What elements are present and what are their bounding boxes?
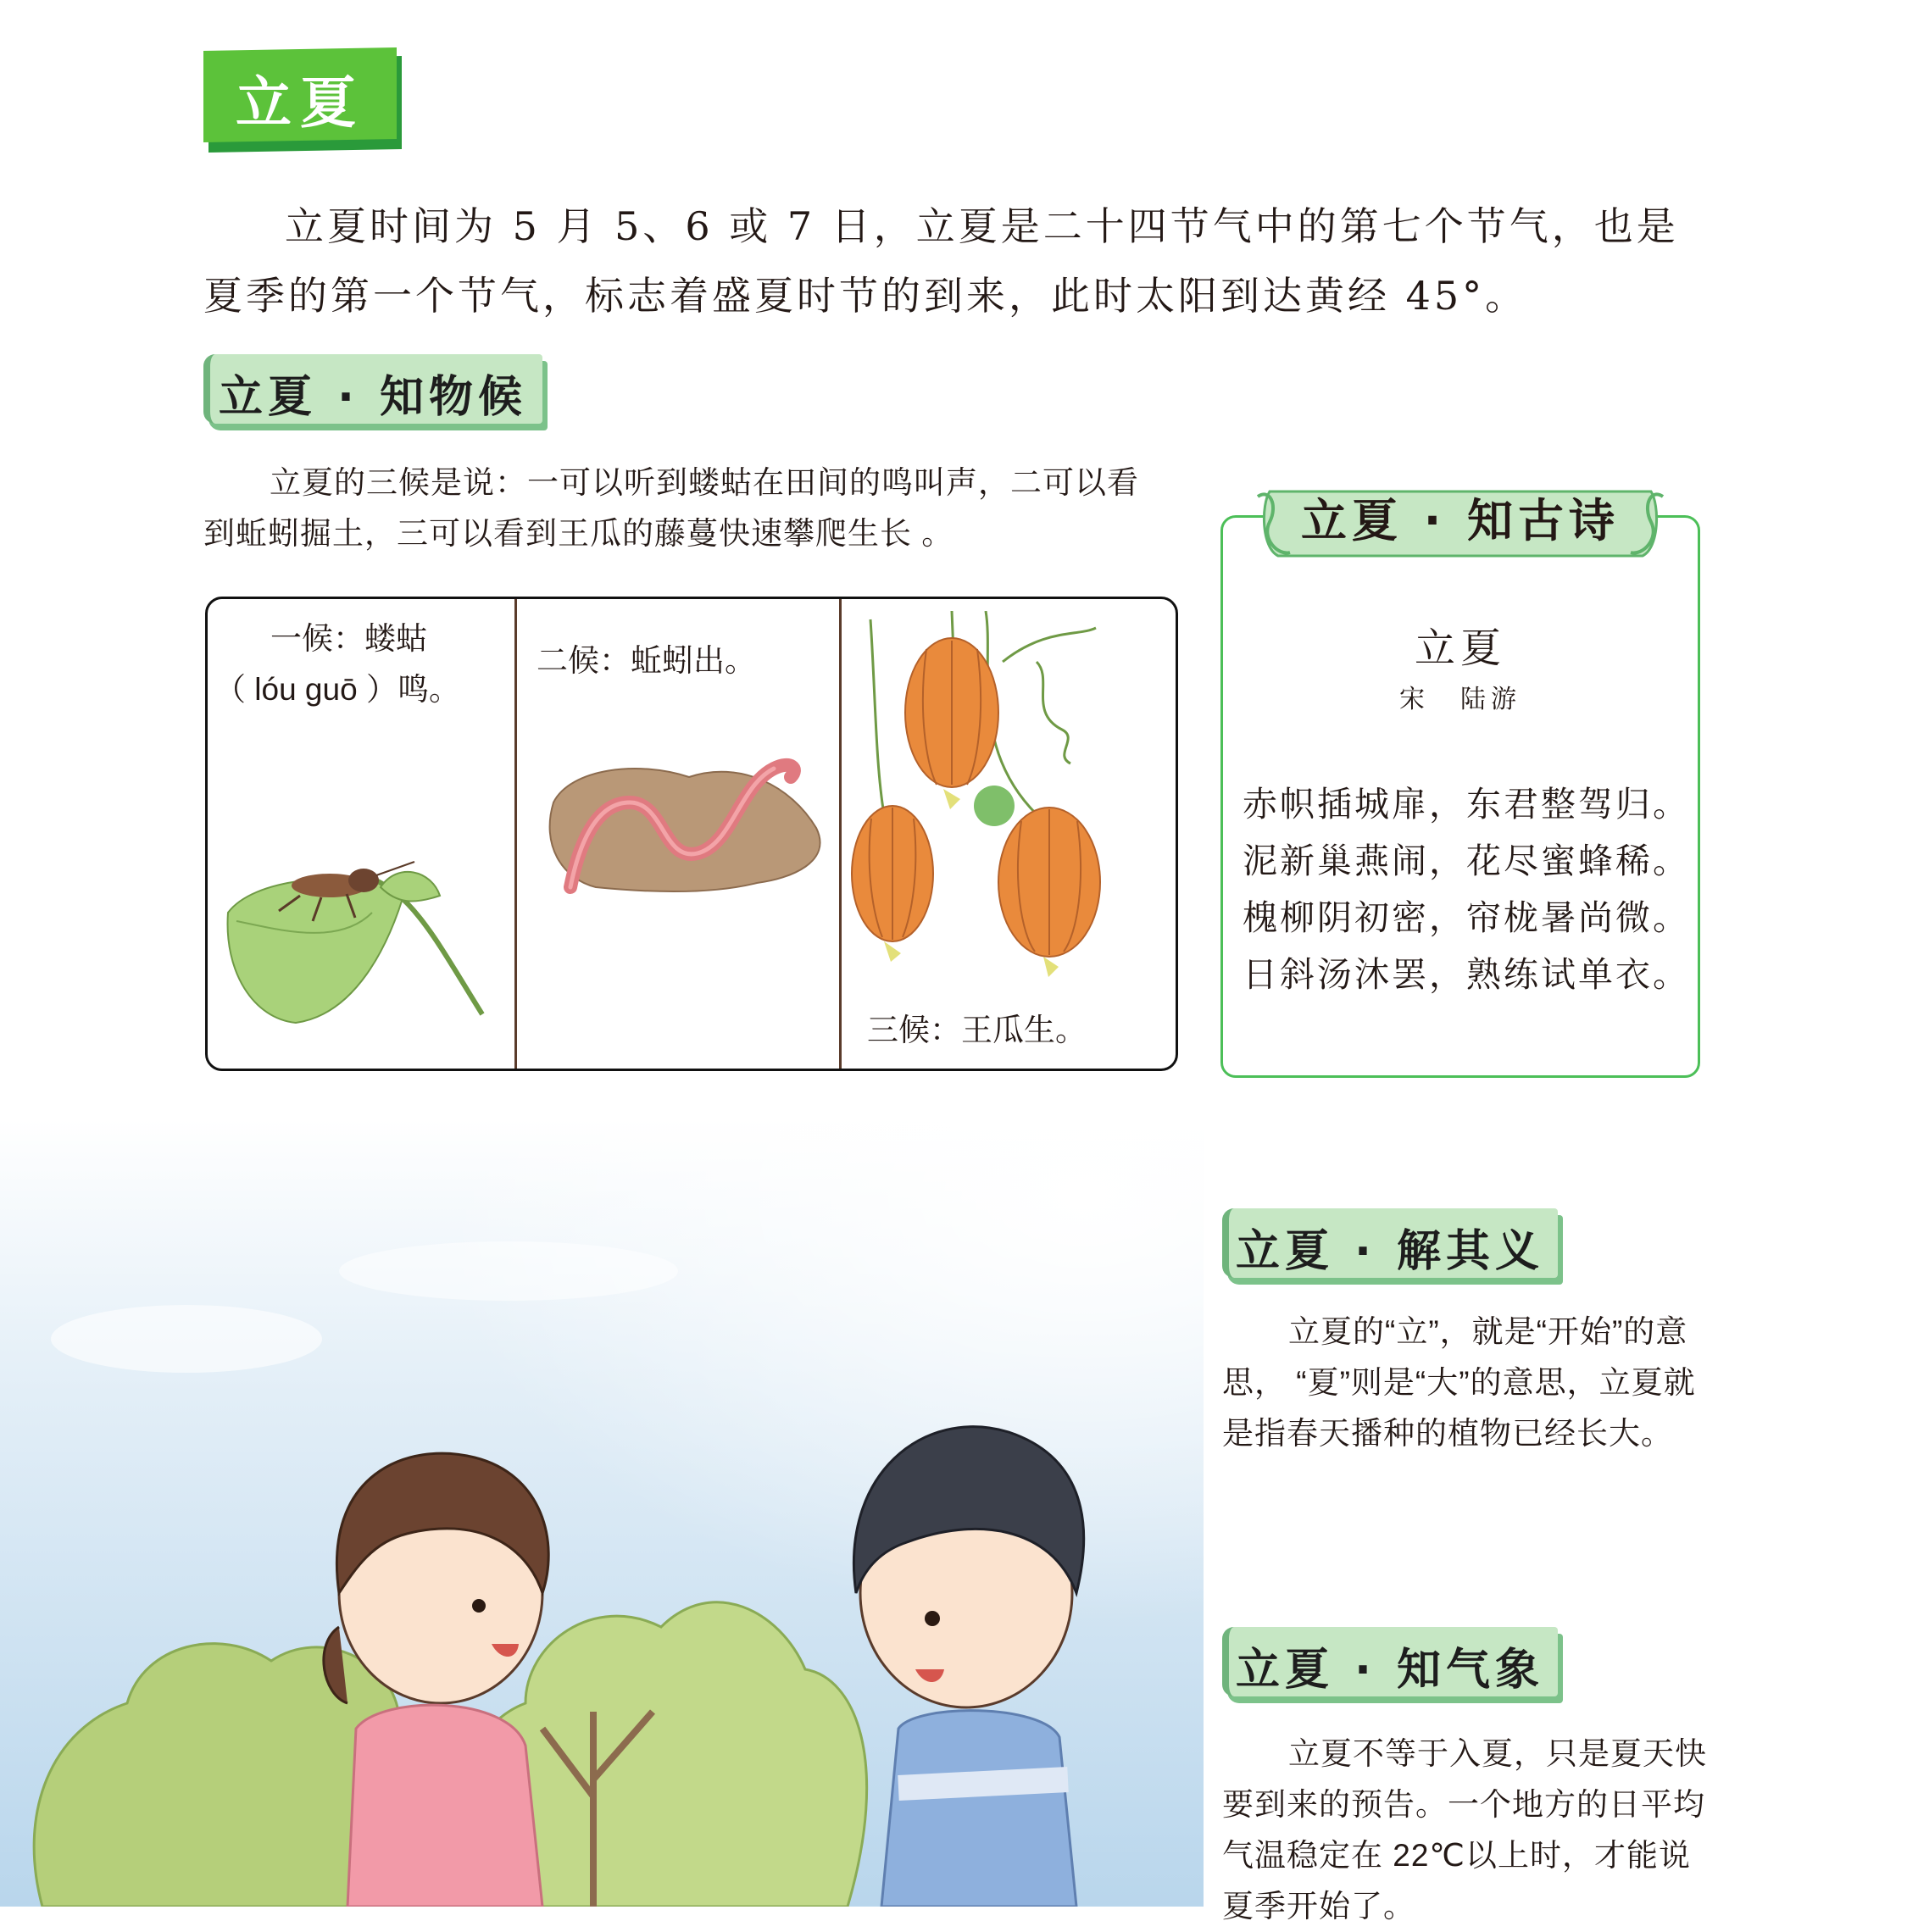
wang-gua-gourd-illustration bbox=[842, 611, 1177, 1009]
meaning-text: 立夏的“立”，就是“开始”的意思， “夏”则是“大”的意思，立夏就是指春天播种的植物已经长大。 bbox=[1222, 1314, 1696, 1451]
weather-text: 立夏不等于入夏，只是夏天快要到来的预告。一个地方的日平均气温稳定在 22℃以上时，才能说夏季开始了。 bbox=[1222, 1736, 1707, 1924]
poem-line: 赤帜插城扉，东君整驾归。 bbox=[1243, 784, 1690, 824]
meaning-heading: 立夏 · 解其义 bbox=[1236, 1226, 1544, 1277]
children-under-trees-illustration bbox=[0, 1119, 1204, 1907]
phenology-heading-tag bbox=[203, 354, 542, 424]
poem-line: 泥新巢燕闹，花尽蜜蜂稀。 bbox=[1243, 841, 1690, 881]
phenology-caption-3: 三候：王瓜生。 bbox=[867, 1013, 1087, 1047]
phenology-caption-1-pinyin: （ lóu guō ）鸣。 bbox=[214, 672, 460, 707]
main-title-tag bbox=[203, 44, 400, 151]
cricket-on-leaf-illustration bbox=[220, 845, 516, 1065]
poem-line: 槐柳阴初密，帘栊暑尚微。 bbox=[1243, 897, 1690, 938]
earthworm-illustration bbox=[537, 752, 842, 921]
poem-line: 日斜汤沐罢，熟练试单衣。 bbox=[1243, 954, 1690, 995]
phenology-heading: 立夏 · 知物候 bbox=[219, 372, 527, 423]
meaning-heading-tag bbox=[1222, 1208, 1558, 1278]
poem-author: 宋 陆游 bbox=[1399, 685, 1521, 714]
intro-paragraph: 立夏时间为 5 月 5、6 或 7 日，立夏是二十四节气中的第七个节气，也是夏季的第一个节气，标志着盛夏时节的到来，此时太阳到达黄经 45°。 bbox=[203, 203, 1679, 319]
weather-heading-tag bbox=[1222, 1627, 1558, 1696]
phenology-caption-1: 一候：蝼蛄 bbox=[270, 621, 427, 656]
phenology-box bbox=[205, 597, 1178, 1071]
phenology-text: 立夏的三候是说：一可以听到蝼蛄在田间的鸣叫声，二可以看到蚯蚓掘土，三可以看到王瓜的藤蔓快速攀爬生长 。 bbox=[203, 465, 1139, 551]
sky-scene-illustration bbox=[0, 1119, 1204, 1907]
poem-heading: 立夏 · 知古诗 bbox=[1300, 494, 1621, 547]
page-title: 立夏 bbox=[236, 70, 364, 136]
weather-heading: 立夏 · 知气象 bbox=[1236, 1645, 1544, 1696]
poem-lines bbox=[1243, 776, 1690, 1003]
phenology-caption-2: 二候：蚯蚓出。 bbox=[537, 643, 756, 678]
poem-title: 立夏 bbox=[1414, 625, 1506, 672]
